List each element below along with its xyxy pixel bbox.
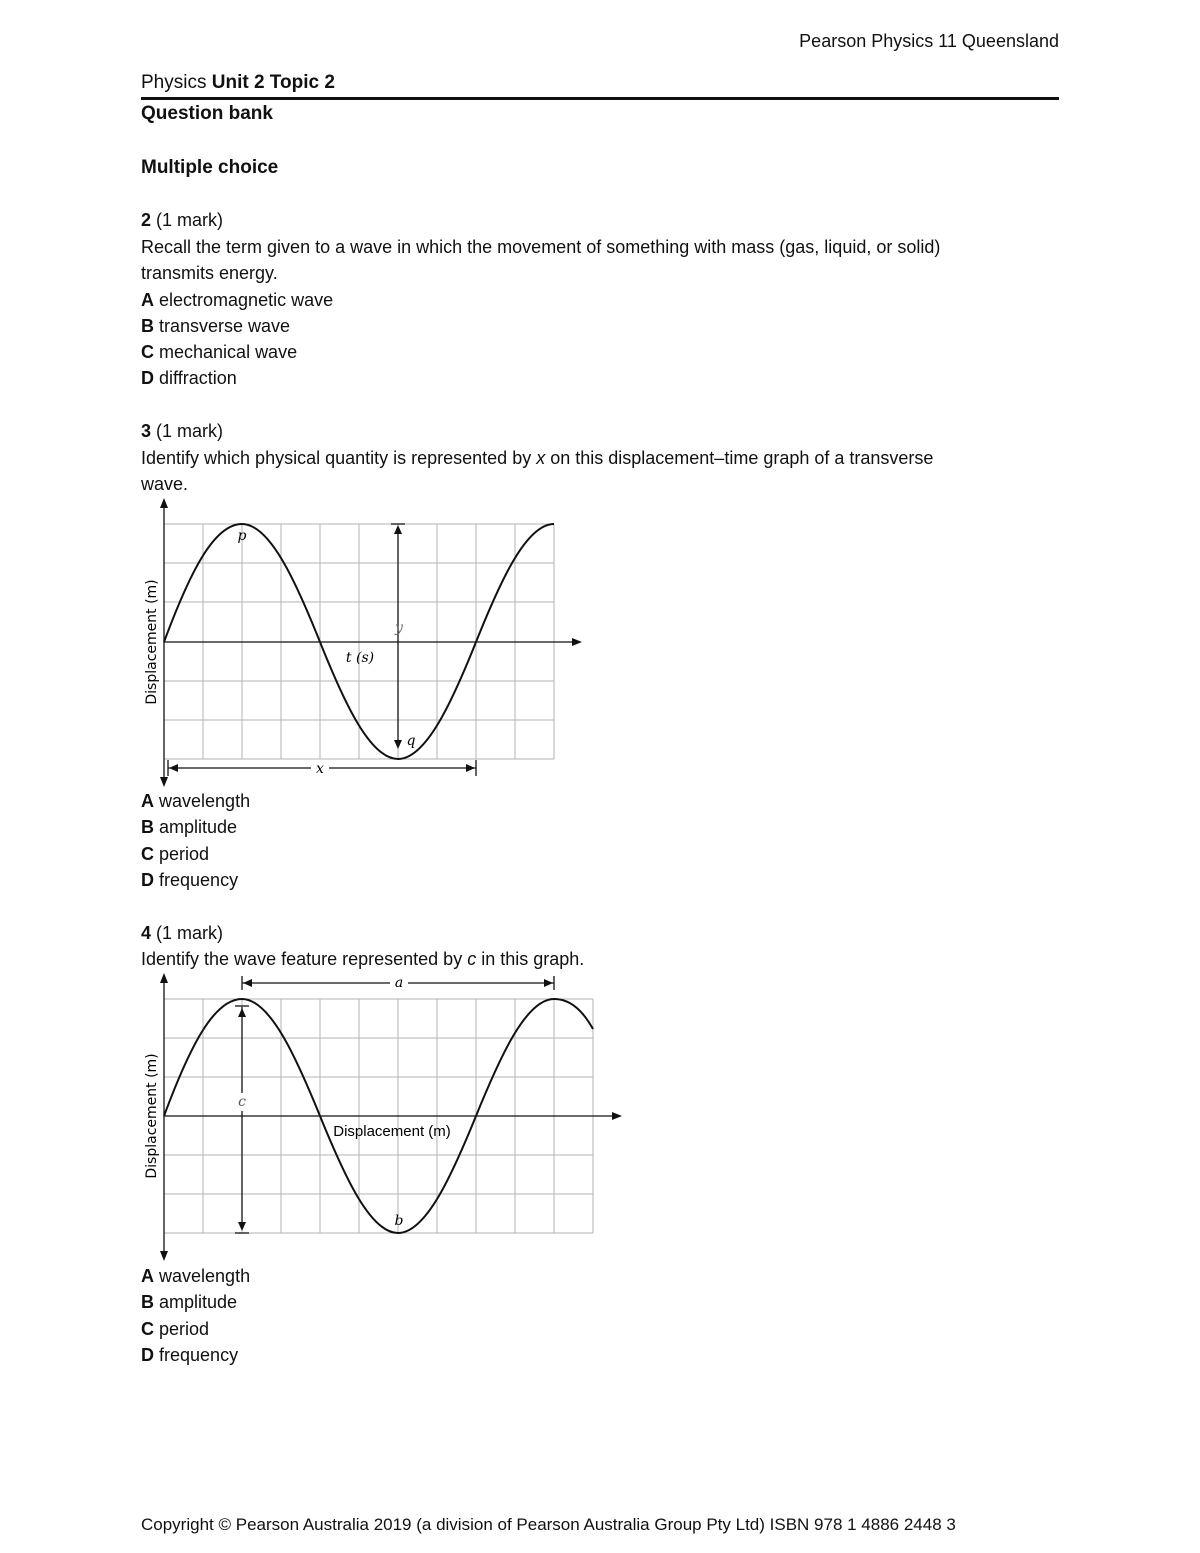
q4-c-marker-arrow-bottom xyxy=(238,1222,246,1231)
q3-text-line2: wave. xyxy=(141,474,189,494)
q4-heading xyxy=(141,920,223,946)
unit-subject: Physics xyxy=(141,72,207,93)
q3-text-var: x xyxy=(536,448,546,468)
q3-option-c xyxy=(141,841,209,867)
option-text: wavelength xyxy=(159,1266,251,1286)
q4-option-d xyxy=(141,1342,238,1368)
heading-rule xyxy=(141,97,1059,100)
q3-option-d xyxy=(141,867,238,893)
q4-graph xyxy=(130,968,630,1263)
book-title-header: Pearson Physics 11 Queensland xyxy=(799,31,1059,51)
option-letter: C xyxy=(141,342,154,362)
q3-x-arrow xyxy=(572,638,582,646)
section-subtitle: Multiple choice xyxy=(141,157,279,178)
q2-option-a xyxy=(141,287,333,313)
q3-label-q: q xyxy=(406,733,416,749)
option-text: frequency xyxy=(159,1345,239,1365)
q2-option-d xyxy=(141,365,237,391)
q3-text-post: on this displacement–time graph of a transverse xyxy=(545,448,934,468)
q4-label-c: c xyxy=(238,1094,246,1110)
option-text: amplitude xyxy=(159,1292,238,1312)
q3-y-marker-arrow-bottom xyxy=(394,740,402,749)
option-letter: D xyxy=(141,1345,154,1365)
q4-y-arrow-top xyxy=(160,973,168,983)
q3-x-axis-label: t (s) xyxy=(345,650,375,666)
q4-option-a xyxy=(141,1263,250,1289)
q2-option-b xyxy=(141,313,290,339)
q3-heading xyxy=(141,418,223,444)
unit-heading xyxy=(141,72,335,94)
q4-marks: (1 mark) xyxy=(156,923,224,943)
q4-text-var: c xyxy=(467,949,477,969)
q4-option-c xyxy=(141,1316,209,1342)
q3-x-marker-arrow-left xyxy=(169,764,178,772)
q3-option-a xyxy=(141,788,250,814)
q4-option-b xyxy=(141,1289,237,1315)
q4-label-b: b xyxy=(394,1213,404,1229)
q3-y-axis-label: Displacement (m) xyxy=(144,579,160,705)
q4-x-arrow xyxy=(612,1112,622,1120)
q3-number: 3 xyxy=(141,421,152,441)
copyright-footer: Copyright © Pearson Australia 2019 (a division of Pearson Australia Group Pty Ltd) ISBN 978 1 4886 2448 3 xyxy=(141,1515,956,1534)
q4-number: 4 xyxy=(141,923,152,943)
q2-text-line2: transmits energy. xyxy=(141,263,278,283)
q3-y-arrow-bottom xyxy=(160,777,168,787)
q2-option-c xyxy=(141,339,297,365)
q4-label-a: a xyxy=(394,975,404,991)
section-title: Question bank xyxy=(141,103,273,124)
option-letter: B xyxy=(141,817,154,837)
option-text: amplitude xyxy=(159,817,238,837)
q4-x-axis-label: Displacement (m) xyxy=(333,1123,451,1140)
option-text: electromagnetic wave xyxy=(159,290,334,310)
option-letter: B xyxy=(141,316,154,336)
q4-y-axis-label: Displacement (m) xyxy=(144,1053,160,1179)
q3-marks: (1 mark) xyxy=(156,421,224,441)
option-text: mechanical wave xyxy=(159,342,298,362)
q3-text-pre: Identify which physical quantity is represented by xyxy=(141,448,537,468)
q2-heading xyxy=(141,207,223,233)
q4-y-arrow-bottom xyxy=(160,1251,168,1261)
option-letter: C xyxy=(141,1319,154,1339)
q3-graph xyxy=(130,495,600,795)
option-text: transverse wave xyxy=(159,316,291,336)
q4-a-marker-arrow-right xyxy=(544,979,553,987)
q4-c-marker-arrow-top xyxy=(238,1008,246,1017)
option-letter: A xyxy=(141,290,154,310)
option-letter: A xyxy=(141,1266,154,1286)
q3-label-p: p xyxy=(237,528,247,544)
q4-a-marker-arrow-left xyxy=(243,979,252,987)
unit-topic: Unit 2 Topic 2 xyxy=(211,72,335,93)
q3-label-y: y xyxy=(395,620,403,636)
q3-label-x: x xyxy=(316,761,324,777)
option-letter: D xyxy=(141,870,154,890)
option-text: period xyxy=(159,844,210,864)
q3-y-marker-arrow-top xyxy=(394,525,402,534)
option-text: diffraction xyxy=(159,368,237,388)
q2-marks: (1 mark) xyxy=(156,210,224,230)
q2-number: 2 xyxy=(141,210,152,230)
q2-text-line1: Recall the term given to a wave in which the movement of something with mass (gas, liquid, or solid) xyxy=(141,237,941,257)
option-letter: B xyxy=(141,1292,154,1312)
option-letter: D xyxy=(141,368,154,388)
q3-y-arrow-top xyxy=(160,498,168,508)
q3-option-b xyxy=(141,814,237,840)
q4-text-post: in this graph. xyxy=(476,949,585,969)
q4-text-pre: Identify the wave feature represented by xyxy=(141,949,468,969)
option-text: wavelength xyxy=(159,791,251,811)
option-letter: C xyxy=(141,844,154,864)
option-letter: A xyxy=(141,791,154,811)
q3-text-line1 xyxy=(141,445,933,471)
q3-x-marker-arrow-right xyxy=(466,764,475,772)
option-text: period xyxy=(159,1319,210,1339)
option-text: frequency xyxy=(159,870,239,890)
